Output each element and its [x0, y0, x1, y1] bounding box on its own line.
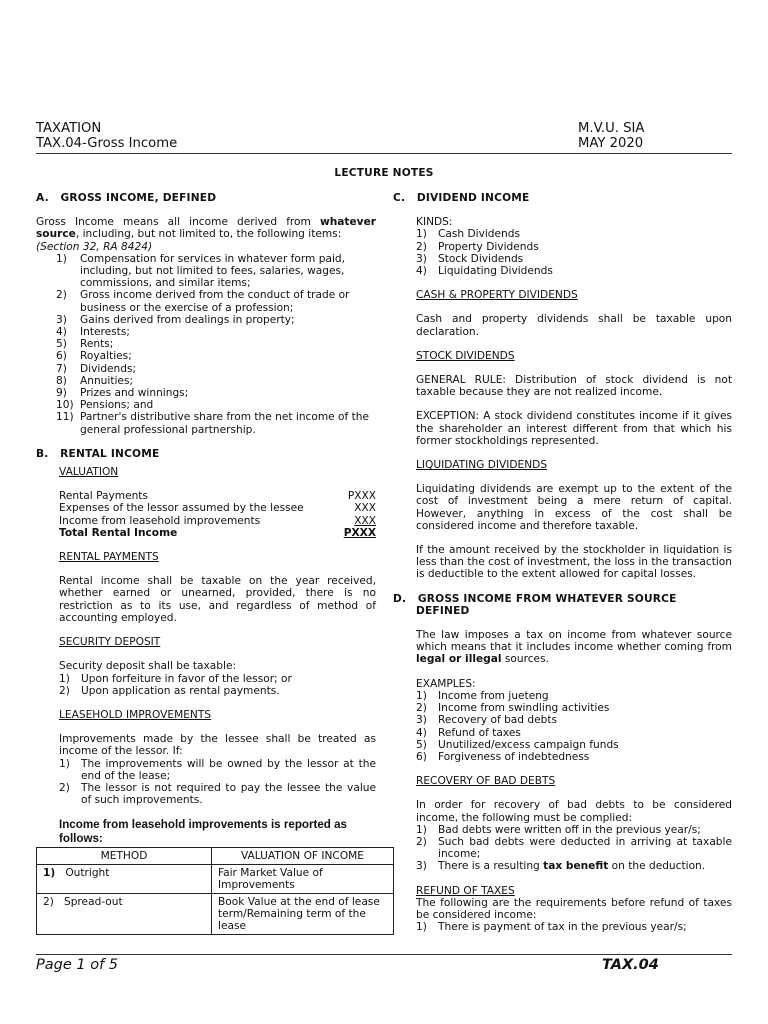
leasehold-report-table — [36, 847, 394, 935]
security-deposit-text: Security deposit shall be taxable: — [59, 660, 237, 673]
cash-property-title: CASH & PROPERTY DIVIDENDS — [416, 289, 578, 302]
right-column — [393, 192, 732, 933]
list-item: 1) Compensation for services in whatever form paid, including, but not limited to fees, salaries, wages, commissions, and similar items; — [56, 252, 345, 290]
rental-payments-title: RENTAL PAYMENTS — [59, 551, 159, 564]
list-item: 6) Forgiveness of indebtedness — [416, 750, 590, 763]
list-item: 1) Bad debts were written off in the previous year/s; — [416, 823, 701, 836]
list-item: 3) Stock Dividends — [416, 252, 524, 265]
list-item: 1) Income from jueteng — [416, 689, 549, 702]
header-right — [578, 121, 644, 151]
stock-dividends-title: STOCK DIVIDENDS — [416, 349, 515, 362]
total-label: Total Rental Income — [59, 526, 178, 539]
list-item: 2) Upon application as rental payments. — [59, 684, 280, 697]
header-rule — [36, 153, 732, 154]
bad-debts-text: In order for recovery of bad debts to be considered income, the following must be complied: — [416, 799, 732, 824]
document-code: TAX.04 — [602, 957, 659, 973]
table-row — [37, 865, 394, 894]
author-name: M.V.U. SIA — [578, 121, 645, 136]
list-item: 2) Such bad debts were deducted in arriving at taxable income; — [416, 835, 732, 861]
bad-debts-item-3: 3) There is a resulting tax benefit on the deduction. — [416, 860, 706, 873]
list-item: 4) Liquidating Dividends — [416, 265, 553, 278]
list-item: 4) Refund of taxes — [416, 726, 521, 739]
bad-debts-items — [416, 824, 732, 861]
valuation-row: Income from leasehold improvements XXX — [59, 514, 376, 527]
liquidating-text: Liquidating dividends are exempt up to the extent of the cost of investment being a mere return of capital. However, anything in excess of the cost shall be considered income and therefore taxable. — [416, 483, 732, 532]
list-item: 2) Gross income derived from the conduct of trade or business or the exercise of a profession; — [56, 289, 350, 314]
table-cell-method: 2) Spread-out — [37, 894, 212, 935]
list-item: 2) The lessor is not required to pay the lessee the value of such improvements. — [59, 781, 376, 807]
list-item: 7) Dividends; — [56, 362, 137, 375]
report-heading: Income from leasehold improvements is reported as follows: — [59, 818, 347, 846]
refund-text: The following are the requirements before refund of taxes be considered income: — [416, 896, 732, 921]
module-title: TAX.04-Gross Income — [36, 136, 178, 151]
header-left — [36, 121, 177, 151]
leasehold-title: LEASEHOLD IMPROVEMENTS — [59, 708, 212, 721]
stock-exception: EXCEPTION: A stock dividend constitutes income if it gives the shareholder an interest different from that which his former stockholdings represented. — [416, 410, 732, 447]
refund-items — [416, 921, 732, 933]
stock-general-rule: GENERAL RULE: Distribution of stock dividend is not taxable because they are not realized income. — [416, 374, 732, 399]
left-column — [36, 192, 380, 935]
total-rental-income-row — [59, 527, 376, 539]
refund-title: REFUND OF TAXES — [416, 884, 515, 897]
course-title: TAXATION — [36, 121, 102, 136]
list-item: 11) Partner's distributive share from the net income of the general professional partnership. — [56, 411, 370, 436]
leasehold-text: Improvements made by the lessee shall be treated as income of the lessor. If: — [59, 733, 376, 758]
valuation-row: Expenses of the lessor assumed by the lessee XXX — [59, 502, 376, 515]
valuation-row: Rental Payments PXXX — [59, 490, 376, 503]
list-item: 2) Property Dividends — [416, 240, 539, 253]
page-number: Page 1 of 5 — [36, 957, 119, 973]
table-cell-method: 1) Outright — [37, 865, 212, 894]
examples-list — [416, 690, 732, 763]
document-date: MAY 2020 — [578, 136, 644, 151]
liquidating-title: LIQUIDATING DIVIDENDS — [416, 459, 548, 472]
citation: (Section 32, RA 8424) — [36, 240, 153, 253]
list-item: 10) Pensions; and — [56, 399, 154, 412]
list-item: 3) Gains derived from dealings in property; — [56, 313, 295, 326]
section-c-heading: C. DIVIDEND INCOME — [393, 192, 530, 204]
list-item: 1) The improvements will be owned by the lessor at the end of the lease; — [59, 757, 376, 782]
table-header-method: METHOD — [37, 848, 212, 865]
section-d-heading: D. GROSS INCOME FROM WHATEVER SOURCE DEFINED — [393, 592, 677, 617]
table-cell-valuation: Book Value at the end of lease term/Remaining term of the lease — [212, 894, 394, 935]
section-a-heading: A. GROSS INCOME, DEFINED — [36, 192, 217, 204]
cash-property-text: Cash and property dividends shall be taxable upon declaration. — [416, 313, 732, 338]
total-value: PXXX — [343, 526, 376, 539]
list-item: 2) Income from swindling activities — [416, 702, 610, 715]
list-item: 4) Interests; — [56, 326, 130, 339]
list-item: 8) Annuities; — [56, 374, 134, 387]
section-b-heading: B. RENTAL INCOME — [36, 447, 160, 460]
rental-payments-text: Rental income shall be taxable on the year received, whether earned or unearned, provided, there is no restriction as to its use, and regardless of method of accounting employed. — [59, 575, 376, 624]
liquidating-loss-text: If the amount received by the stockholder in liquidation is less than the cost of investment, the loss in the transaction is deductible to the extent allowed for capital losses. — [416, 544, 732, 581]
list-item: 3) Recovery of bad debts — [416, 714, 558, 727]
leasehold-items — [59, 758, 376, 807]
table-header-valuation: VALUATION OF INCOME — [212, 848, 394, 865]
gross-income-items — [36, 253, 376, 436]
examples-label: EXAMPLES: — [416, 677, 476, 690]
list-item: 5) Unutilized/excess campaign funds — [416, 738, 619, 751]
table-row — [37, 894, 394, 935]
list-item: 6) Royalties; — [56, 350, 132, 363]
list-item: 5) Rents; — [56, 338, 114, 351]
whatever-source-text: The law imposes a tax on income from whatever source which means that it includes income whether coming from legal or illegal sources. — [416, 629, 732, 666]
list-item: 1) There is payment of tax in the previous year/s; — [416, 921, 687, 934]
valuation-table — [59, 490, 376, 527]
list-item: 1) Upon forfeiture in favor of the lessor; or — [59, 672, 292, 685]
table-cell-valuation: Fair Market Value of Improvements — [212, 865, 394, 894]
security-deposit-items — [59, 673, 376, 697]
page-title: LECTURE NOTES — [334, 167, 434, 179]
kinds-label: KINDS: — [416, 216, 453, 229]
bad-debts-title: RECOVERY OF BAD DEBTS — [416, 775, 556, 788]
dividend-kinds — [416, 228, 732, 277]
table-header-row — [37, 848, 394, 865]
list-item: 9) Prizes and winnings; — [56, 387, 189, 400]
footer-rule — [36, 954, 732, 955]
valuation-title: VALUATION — [59, 466, 119, 479]
list-item: 1) Cash Dividends — [416, 228, 521, 241]
gross-income-definition: Gross Income means all income derived from whatever source, including, but not limited to, the following items: — [36, 216, 376, 241]
security-deposit-title: SECURITY DEPOSIT — [59, 636, 161, 649]
